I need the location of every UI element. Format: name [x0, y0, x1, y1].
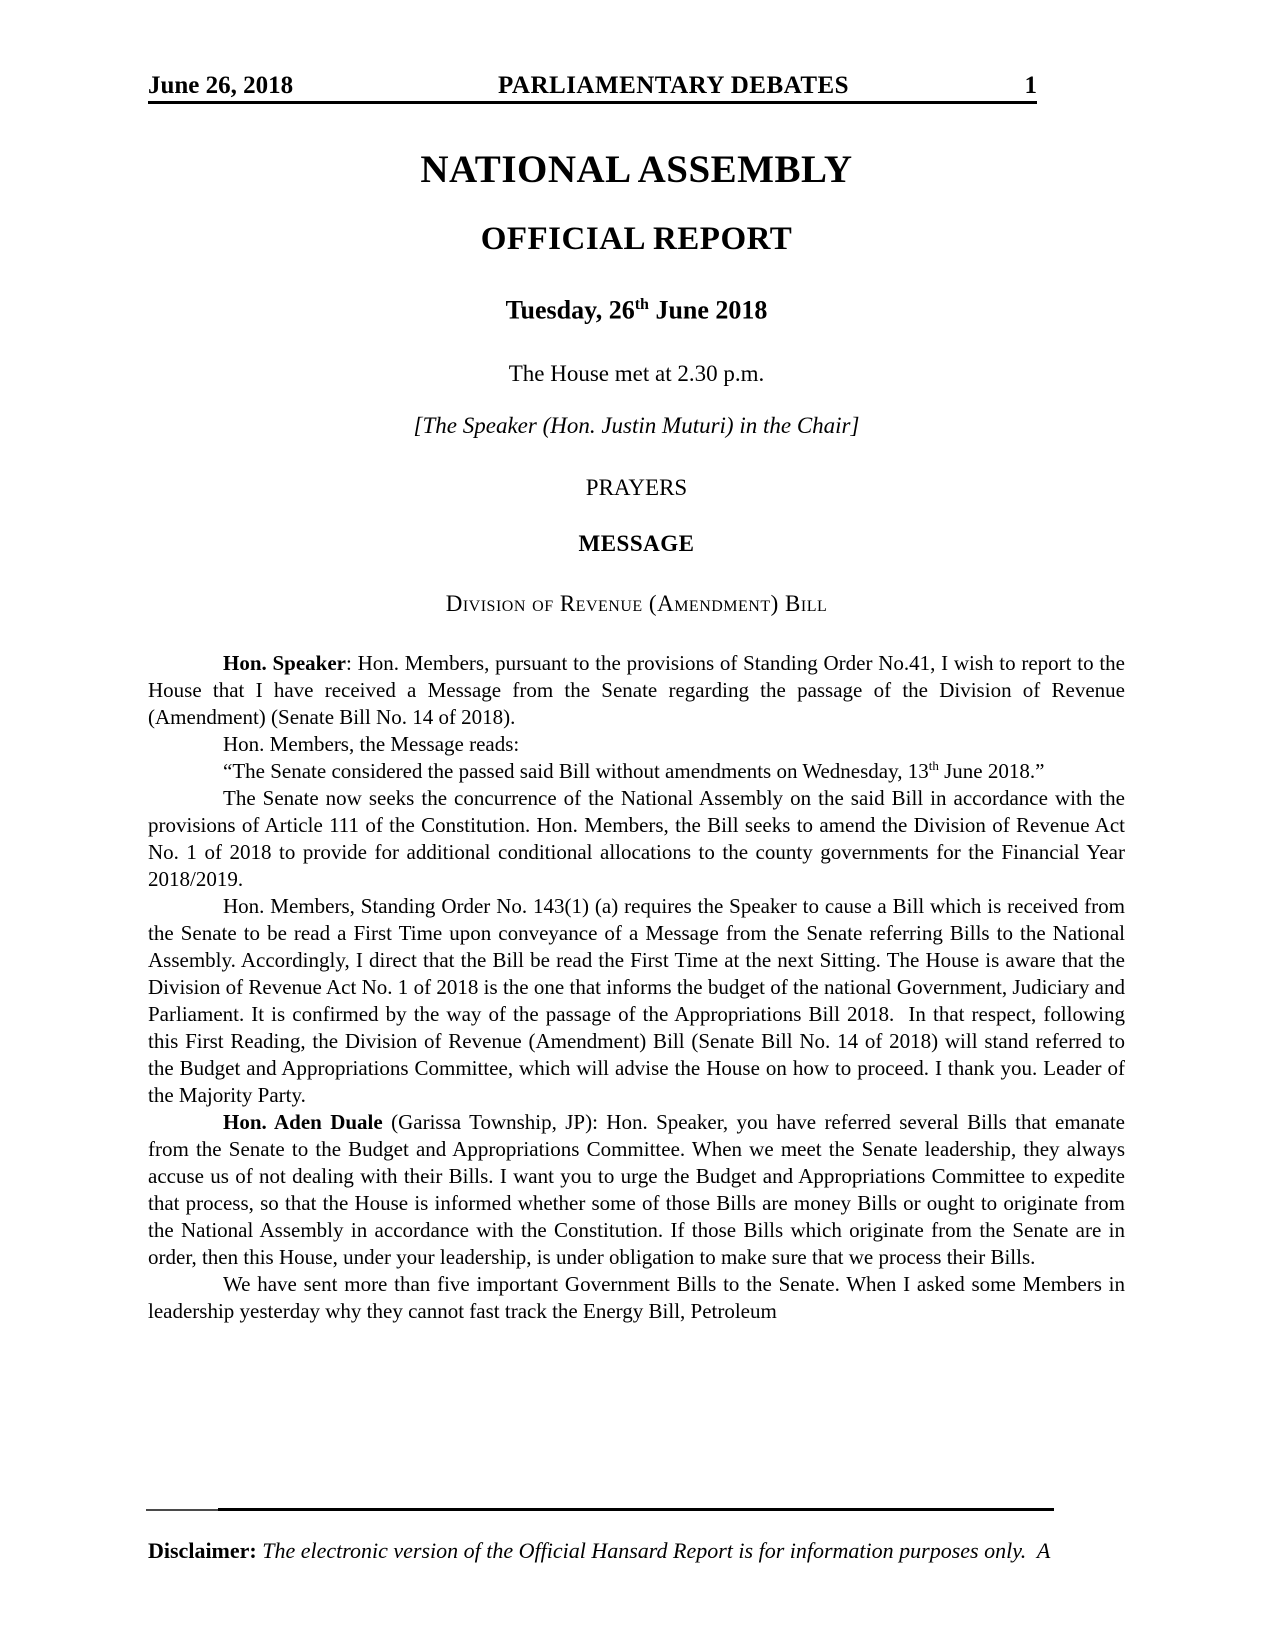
- report-title: OFFICIAL REPORT: [480, 221, 793, 257]
- assembly-title: NATIONAL ASSEMBLY: [420, 148, 853, 191]
- sitting-date: [148, 289, 1125, 326]
- speech-text: The Senate now seeks the concurrence of the National Assembly on the said Bill in accordance with the provisions of Article 111 of the Constitution. Hon. Members, the Bill seeks to amend the Division of Revenue Act No. 1 of 2018 to provide for additional conditional allocations to the county governments for the Financial Year 2018/2019.: [148, 785, 1125, 891]
- sitting-date-ordinal: th: [634, 296, 649, 313]
- footer-rule-thin-segment: [146, 1509, 220, 1511]
- speech-paragraph-quote: [148, 758, 1125, 785]
- section-heading: MESSAGE: [578, 530, 695, 556]
- chair-note: [The Speaker (Hon. Justin Muturi) in the Chair]: [413, 412, 860, 438]
- speech-paragraph: [148, 731, 1125, 758]
- house-met-line: The House met at 2.30 p.m.: [508, 360, 765, 386]
- speech-text: : Hon. Members, pursuant to the provisions of Standing Order No.41, I wish to report to the House that I have received a Message from the Senate regarding the passage of the Division of Revenue (Amendment) (Senate Bill No. 14 of 2018).: [148, 650, 1125, 729]
- speech-text: (Garissa Township, JP): Hon. Speaker, you have referred several Bills that emanate from the Senate to the Budget and Appropriations Committee. When we meet the Senate leadership, they always accuse us of not dealing with their Bills. I want you to urge the Budget and Appropriations Committee to expedite that process, so that the House is informed whether some of those Bills are money Bills or ought to originate from the National Assembly in accordance with the Constitution. If those Bills which originate from the Senate are in order, then this House, under your leadership, is under obligation to make sure that we process their Bills.: [148, 1109, 1125, 1269]
- speech-paragraph-speaker-1: [148, 650, 1125, 731]
- prayers-heading: PRAYERS: [585, 474, 688, 500]
- sitting-date-prefix: Tuesday, 26: [505, 295, 635, 325]
- disclaimer-label: Disclaimer:: [148, 1538, 257, 1563]
- header-date: June 26, 2018: [148, 72, 294, 99]
- header-title: PARLIAMENTARY DEBATES: [498, 72, 850, 99]
- speech-text: We have sent more than five important Government Bills to the Senate. When I asked some Members in leadership yesterday why they cannot fast track the Energy Bill, Petroleum: [148, 1271, 1125, 1323]
- disclaimer: [148, 1537, 1128, 1565]
- speech-text: “The Senate considered the passed said Bill without amendments on Wednesday, 13: [223, 758, 929, 783]
- bill-heading: Division of Revenue (Amendment) Bill: [445, 590, 828, 616]
- speech-text: Hon. Members, Standing Order No. 143(1) (a) requires the Speaker to cause a Bill which is received from the Senate to be read a First Time upon conveyance of a Message from the Senate referring Bills to the National Assembly. Accordingly, I direct that the Bill be read the First Time at the next Sitting. The House is aware that the Division of Revenue Act No. 1 of 2018 is the one that informs the budget of the national Government, Judiciary and Parliament. It is confirmed by the way of the passage of the Appropriations Bill 2018. In that respect, following this First Reading, the Division of Revenue (Amendment) Bill (Senate Bill No. 14 of 2018) will stand referred to the Budget and Appropriations Committee, which will advise the House on how to proceed. I thank you. Leader of the Majority Party.: [148, 893, 1125, 1107]
- speech-text: Hon. Members, the Message reads:: [223, 731, 520, 756]
- speaker-name: Hon. Speaker: [223, 650, 347, 675]
- footer-rule-main-segment: [218, 1508, 1054, 1511]
- running-header: [148, 74, 1037, 104]
- speech-paragraph: [148, 893, 1125, 1109]
- speech-paragraph-speaker-2: [148, 1109, 1125, 1271]
- sitting-date-suffix: June 2018: [648, 295, 768, 325]
- footer-rule: [146, 1508, 1054, 1511]
- header-page-number: 1: [1024, 72, 1037, 99]
- speech-paragraph: [148, 1271, 1125, 1325]
- masthead: [148, 146, 1125, 618]
- date-ordinal: th: [928, 757, 939, 773]
- disclaimer-text: The electronic version of the Official Hansard Report is for information purposes only. A: [256, 1538, 1051, 1563]
- speech-paragraph: [148, 785, 1125, 893]
- debate-body: [148, 650, 1125, 1325]
- speech-text: June 2018.”: [938, 758, 1045, 783]
- speaker-name: Hon. Aden Duale: [223, 1109, 383, 1134]
